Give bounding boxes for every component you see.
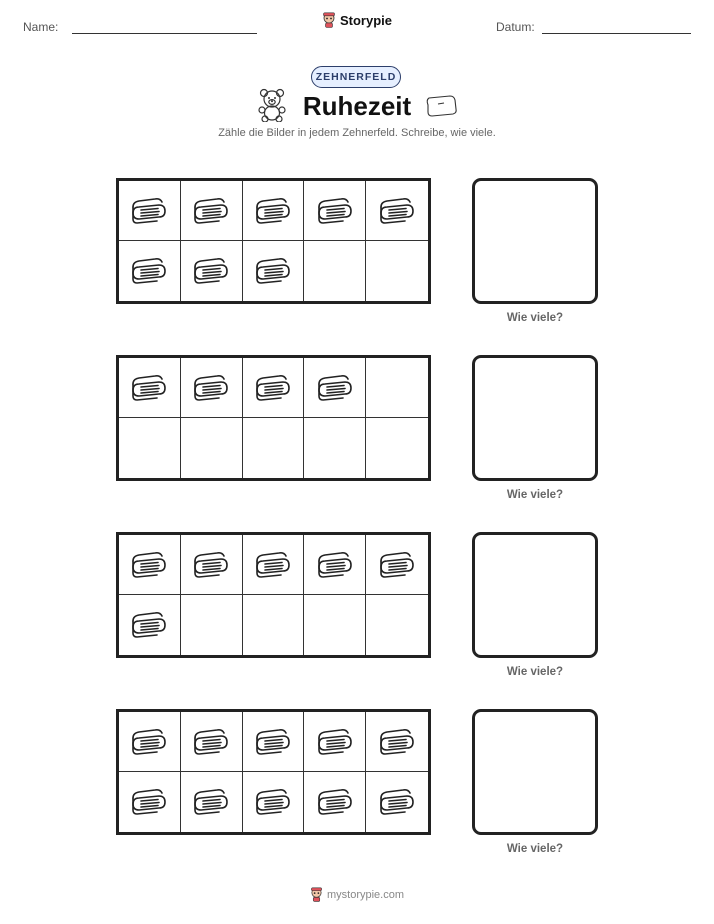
folded-blanket-icon — [315, 725, 355, 759]
filled-cell — [243, 181, 305, 241]
empty-cell — [181, 595, 243, 655]
filled-cell — [181, 358, 243, 418]
folded-blanket-icon — [191, 254, 231, 288]
folded-blanket-icon — [253, 725, 293, 759]
filled-cell — [366, 772, 428, 832]
name-label: Name: — [23, 20, 59, 34]
empty-cell — [304, 241, 366, 301]
filled-cell — [366, 535, 428, 595]
filled-cell — [181, 535, 243, 595]
filled-cell — [243, 535, 305, 595]
folded-blanket-icon — [191, 194, 231, 228]
empty-cell — [366, 358, 428, 418]
answer-box-1[interactable] — [472, 178, 598, 304]
empty-cell — [119, 418, 181, 478]
folded-blanket-icon — [377, 194, 417, 228]
filled-cell — [304, 712, 366, 772]
folded-blanket-icon — [253, 548, 293, 582]
ten-frame-2 — [116, 355, 431, 481]
folded-blanket-icon — [129, 371, 169, 405]
folded-blanket-icon — [377, 785, 417, 819]
filled-cell — [243, 772, 305, 832]
answer-box-2[interactable] — [472, 355, 598, 481]
pillow-icon — [424, 95, 458, 117]
footer-url: mystorypie.com — [326, 888, 405, 901]
folded-blanket-icon — [191, 371, 231, 405]
empty-cell — [304, 418, 366, 478]
empty-cell — [181, 418, 243, 478]
empty-cell — [366, 241, 428, 301]
folded-blanket-icon — [129, 548, 169, 582]
empty-cell — [243, 595, 305, 655]
folded-blanket-icon — [253, 254, 293, 288]
filled-cell — [243, 712, 305, 772]
filled-cell — [304, 772, 366, 832]
folded-blanket-icon — [129, 725, 169, 759]
filled-cell — [181, 181, 243, 241]
ten-frame-1 — [116, 178, 431, 304]
empty-cell — [366, 595, 428, 655]
category-badge: ZEHNERFELD — [311, 66, 401, 88]
folded-blanket-icon — [129, 785, 169, 819]
filled-cell — [243, 241, 305, 301]
filled-cell — [304, 535, 366, 595]
folded-blanket-icon — [129, 194, 169, 228]
answer-box-4[interactable] — [472, 709, 598, 835]
folded-blanket-icon — [191, 548, 231, 582]
filled-cell — [181, 712, 243, 772]
folded-blanket-icon — [315, 548, 355, 582]
filled-cell — [366, 712, 428, 772]
empty-cell — [304, 595, 366, 655]
folded-blanket-icon — [253, 194, 293, 228]
filled-cell — [119, 181, 181, 241]
filled-cell — [119, 535, 181, 595]
date-line — [542, 33, 691, 34]
brand-logo — [0, 12, 714, 28]
filled-cell — [119, 241, 181, 301]
answer-label-1: Wie viele? — [506, 312, 564, 324]
answer-label-4: Wie viele? — [506, 843, 564, 855]
folded-blanket-icon — [377, 725, 417, 759]
answer-label-3: Wie viele? — [506, 666, 564, 678]
filled-cell — [304, 358, 366, 418]
filled-cell — [119, 772, 181, 832]
storypie-mascot-icon — [310, 887, 323, 902]
folded-blanket-icon — [377, 548, 417, 582]
name-line — [72, 33, 257, 34]
answer-box-3[interactable] — [472, 532, 598, 658]
folded-blanket-icon — [253, 785, 293, 819]
filled-cell — [181, 772, 243, 832]
folded-blanket-icon — [129, 254, 169, 288]
folded-blanket-icon — [191, 785, 231, 819]
filled-cell — [181, 241, 243, 301]
empty-cell — [243, 418, 305, 478]
folded-blanket-icon — [315, 785, 355, 819]
brand-name: Storypie — [339, 12, 392, 28]
page-title: Ruhezeit — [302, 91, 412, 121]
ten-frame-4 — [116, 709, 431, 835]
folded-blanket-icon — [315, 194, 355, 228]
folded-blanket-icon — [129, 608, 169, 642]
folded-blanket-icon — [315, 371, 355, 405]
folded-blanket-icon — [191, 725, 231, 759]
filled-cell — [119, 358, 181, 418]
answer-label-2: Wie viele? — [506, 489, 564, 501]
filled-cell — [119, 712, 181, 772]
empty-cell — [366, 418, 428, 478]
filled-cell — [243, 358, 305, 418]
storypie-mascot-icon — [322, 12, 336, 28]
date-label: Datum: — [496, 20, 535, 34]
footer — [0, 887, 714, 902]
instructions: Zähle die Bilder in jedem Zehnerfeld. Schreibe, wie viele. — [218, 127, 496, 139]
filled-cell — [366, 181, 428, 241]
filled-cell — [304, 181, 366, 241]
filled-cell — [119, 595, 181, 655]
folded-blanket-icon — [253, 371, 293, 405]
ten-frame-3 — [116, 532, 431, 658]
